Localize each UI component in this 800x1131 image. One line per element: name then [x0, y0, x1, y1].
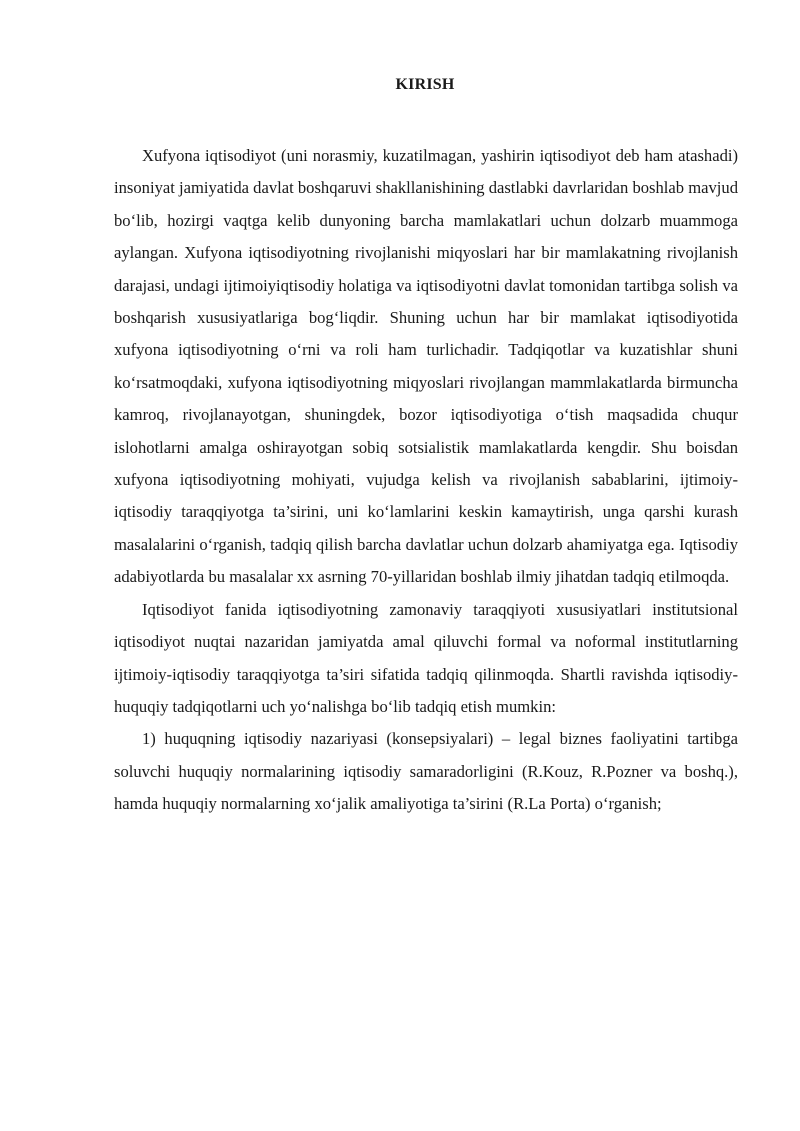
paragraph-3: 1) huquqning iqtisodiy nazariyasi (konsepsiyalari) – legal biznes faoliyatini tartibga soluvchi huquqiy normalarining iqtisodiy samaradorligini (R.Kouz, R.Pozner va boshq.), hamda huquqiy normalarning xo‘jalik amaliyotiga ta’sirini (R.La Porta) o‘rganish;: [114, 729, 738, 814]
page-title: KIRISH: [395, 76, 455, 93]
body-text: [114, 140, 738, 821]
paragraph-1: Xufyona iqtisodiyot (uni norasmiy, kuzatilmagan, yashirin iqtisodiyot deb ham atashadi) insoniyat jamiyatida davlat boshqaruvi shakllanishining dastlabki davrlaridan boshlab mavjud bo‘lib, hozirgi vaqtga kelib dunyoning barcha mamlakatlari uchun dolzarb muammoga aylangan. Xufyona iqtisodiyotning rivojlanishi miqyoslari har bir mamlakatning rivojlanish darajasi, undagi ijtimoiyiqtisodiy holatiga va iqtisodiyotni davlat tomonidan tartibga solish va boshqarish xususiyatlariga bog‘liqdir. Shuning uchun har bir mamlakat iqtisodiyotida xufyona iqtisodiyotning o‘rni va roli ham turlichadir. Tadqiqotlar va kuzatishlar shuni ko‘rsatmoqdaki, xufyona iqtisodiyotning miqyoslari rivojlangan mammlakatlarda birmuncha kamroq, rivojlanayotgan, shuningdek, bozor iqtisodiyotiga o‘tish maqsadida chuqur islohotlarni amalga oshirayotgan sobiq sotsialistik mamlakatlarda kengdir. Shu boisdan xufyona iqtisodiyotning mohiyati, vujudga kelish va rivojlanish sabablarini, ijtimoiy-iqtisodiy taraqqiyotga ta’sirini, uni ko‘lamlarini keskin kamaytirish, unga qarshi kurash masalalarini o‘rganish, tadqiq qilish barcha davlatlar uchun dolzarb ahamiyatga ega. Iqtisodiy adabiyotlarda bu masalalar xx asrning 70-yillaridan boshlab ilmiy jihatdan tadqiq etilmoqda.: [114, 146, 738, 587]
paragraph-2: Iqtisodiyot fanida iqtisodiyotning zamonaviy taraqqiyoti xususiyatlari institutsional iqtisodiyot nuqtai nazaridan jamiyatda amal qiluvchi formal va noformal institutlarning ijtimoiy-iqtisodiy taraqqiyotga ta’siri sifatida tadqiq qilinmoqda. Shartli ravishda iqtisodiy-huquqiy tadqiqotlarni uch yo‘nalishga bo‘lib tadqiq etish mumkin:: [114, 599, 738, 716]
